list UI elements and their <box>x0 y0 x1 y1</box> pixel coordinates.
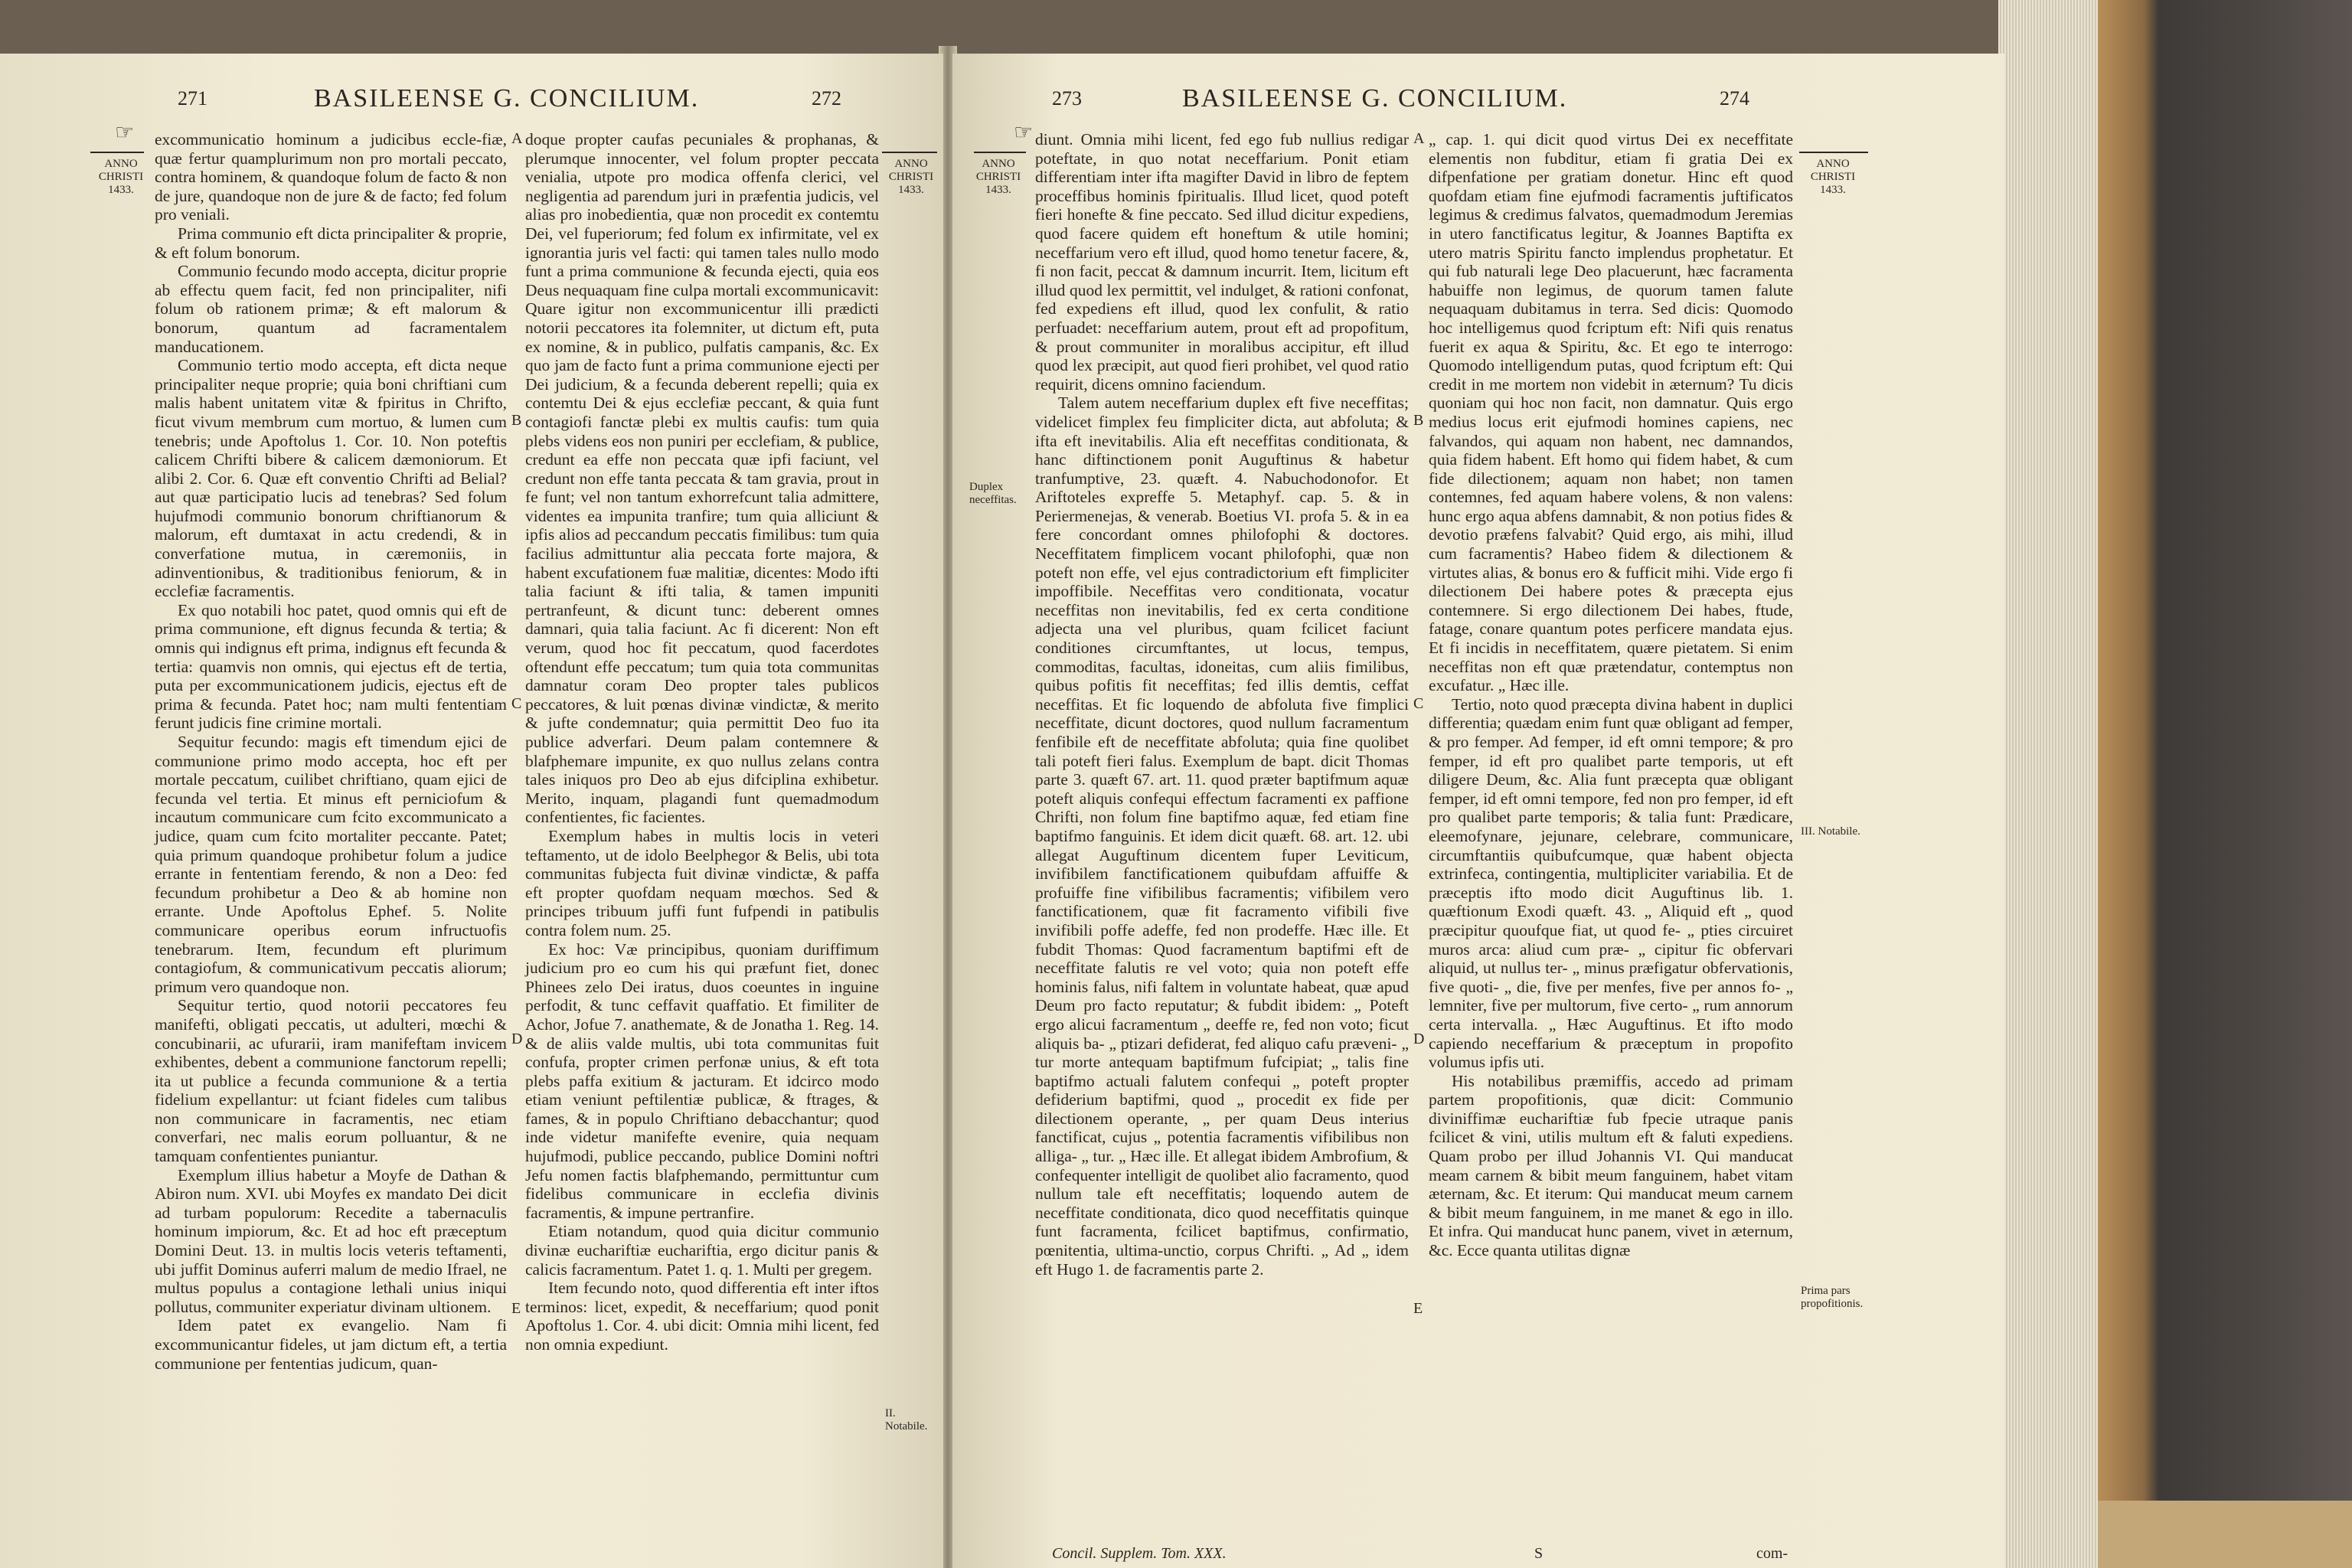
column-letter-c: C <box>511 695 522 712</box>
text-column-1: excommunicatio hominum a judicibus eccle-fiæ, quæ fertur quamplurimum non pro mortali peccato, contra hominem, & quandoque folum de facto & non de jure, quandoque non de jure & de facto; fed folum pro veniali. Prima communio eft dicta principaliter & proprie, & eft folum bonorum. Communio fecundo modo accepta, dicitur proprie ab effectu quem facit, fed non principaliter, nifi folum ob rationem primæ; & eft malorum & bonorum, quantum ad facramentalem manducationem. Communio tertio modo accepta, eft dicta neque principaliter neque proprie; quia boni chriftiani cum malis habent unitatem vitæ & fpiritus in Chrifto, ficut vivum membrum cum mortuo, & lumen cum tenebris; unde Apoftolus 1. Cor. 10. Non poteftis calicem Chrifti bibere & calicem dæmoniorum. Et alibi 2. Cor. 6. Quæ eft conventio Chrifti ad Belial? aut quæ participatio lucis ad tenebras? Sed folum hujufmodi communio bonorum chriftianorum & malorum, eft dumtaxat in actu credendi, & in converfatione mutua, in cæremoniis, in adinventionibus, & traditionibus feniorum, & in ecclefiæ facramentis. Ex quo notabili hoc patet, quod omnis qui eft de prima communione, eft dignus fecunda & tertia; & omnis qui indignus eft prima, indignus eft fecunda & tertia: quamvis non omnis, qui ejectus eft de tertia, puta per excommunicationem judicis, ejectus eft de prima & fecunda. Patet hoc; nam multi fententiam ferunt judicis fine crimine mortali. Sequitur fecundo: magis eft timendum ejici de communione primo modo accepta, hoc eft per mortale peccatum, cuilibet chriftiano, quam ejici de fecunda vel tertia. Et minus eft perniciofum & incautum communicare cum fcito excommunicato a judice, quam cum fcito mortaliter peccante. Patet; quia primum quandoque prohibetur folum a judice errante in fententiam ferendo, & non a Deo: fed fecundum prohibetur a Deo & ab homine non errante. Unde Apoftolus Ephef. 5. Nolite communicare operibus eorum infructuofis tenebrarum. Item, fecundum eft plurimum contagiofum, & communicativum peccatis aliorum; primum vero quandoque non. Sequitur tertio, quod notorii peccatores feu manifefti, obligati peccatis, ut adulteri, mœchi & concubinarii, ac ufurarii, iram manifeftam invicem exhibentes, debent a communione fanctorum repelli; ita ut publice a fecunda communione & a tertia fidelium expellantur: ut fciant fideles cum talibus non communicare in facramentis, nec etiam converfari, nec malis eorum polluantur, & ne tamquam confentientes puniantur. Exemplum illius habetur a Moyfe de Dathan & Abiron num. XVI. ubi Moyfes ex mandato Dei dicit ad turbam populorum: Recedite a tabernaculis hominum impiorum, &c. Et ad hoc eft præceptum Domini Deut. 13. in multis locis veteris teftamenti, ubi juffit Dominus auferri malum de medio Ifrael, ne multus populus a contagione lethali unius iniqui pollutus, communiter experiatur divinam ultionem. Idem patet ex evangelio. Nam fi excommunicantur fideles, ut jam dictum eft, a tertia communione per fententias judicum, quan- <box>155 130 507 1373</box>
column-letter-e: E <box>1413 1300 1423 1317</box>
text-column-1: diunt. Omnia mihi licent, fed ego fub nullius redigar poteftate, in quo notat neceffarium. Ponit etiam differentiam inter ifta magifter David in libro de feptem proceffibus hominis fpiritualis. Illud licet, quod poteft fieri honefte & fine peccato. Sed illud dicitur expediens, quod facere quidem eft honeftum & utile homini; neceffarium vero eft illud, quod homo tenetur facere, &, fi non facit, peccat & damnum incurrit. Item, licitum eft illud quod lex permittit, vel indulget, & rationi confonat, fed expediens eft illud, quod lex confulit, & ratio perfuadet: neceffarium autem, prout eft ad propofitum, & prout communiter in moralibus accipitur, eft illud quod lex præcipit, aut quod fieri prohibet, vel quod ratio requirit, dicens omnino faciendum. Talem autem neceffarium duplex eft five neceffitas; videlicet fimplex feu fimpliciter dicta, aut abfoluta; & ifta eft inevitabilis. Alia eft neceffitas conditionata, & hanc diftinctionem ponit Auguftinus & habetur tranfumptive, 23. quæft. 4. Nabuchodonofor. Et Ariftoteles expreffe 5. Metaphyf. cap. 5. & in Periermenejas, & venerab. Boetius VI. profa 5. & in ea fere concordant omnes philofophi & doctores. Neceffitatem fimplicem vocant philofophi, quæ non poteft non effe, vel ejus contradictorium eft fimpliciter impoffibile. Neceffitas vero conditionata, vocatur neceffitas non inevitabilis, fed ex certa conditione adjecta una vel pluribus, quam fcilicet faciunt conditiones circumftantes, ut locus, tempus, commoditas, facultas, idoneitas, cum aliis fimilibus, quibus pofitis fit neceffitas; fed illis demtis, ceffat neceffitas. Et fic loquendo de abfoluta five fimplici neceffitate, dicunt doctores, quod nullum facramentum fenfibile eft de neceffitate abfoluta; quia fine quolibet tali poteft fieri falus. Exemplum de bapt. dicit Thomas parte 3. quæft 67. art. 11. quod præter baptifmum aquæ poteft aliquis confequi effectum facramenti ex paffione Chrifti, non folum fine baptifmo aquæ, fed etiam fine baptifmo fanguinis. Et idem dicit quæft. 68. art. 12. ubi allegat Auguftinum dicentem fuper Leviticum, invifibilem fanctificationem quibufdam affuiffe & profuiffe fine vifibilibus facramentis; vifibilem vero fanctificationem, quæ fit facramento vifibili five invifibili poffe adeffe, fed non prodeffe. Hæc ille. Et fubdit Thomas: Quod facramentum baptifmi eft de neceffitate falutis re vel voto; quia non poteft effe hominis falus, nifi faltem in voluntate habeat, quæ apud Deum pro facto reputatur; & fubdit ibidem: „ Poteft ergo alicui facramentum „ deeffe re, fed non voto; ficut aliquis ba- „ ptizari defiderat, fed aliquo cafu præveni- „ tur morte antequam baptifmum fufcipiat; „ talis fine baptifmo actuali falutem confequi „ poteft propter defiderium baptifmi, quod „ procedit ex fide per dilectionem operante, „ per quam Deus interius fanctificat, cujus „ potentia facramentis vifibilibus non alliga- „ tur. „ Hæc ille. Et allegat ibidem Ambrofium, & confequenter intelligit de quolibet alio facramento, quod nullum tale eft neceffitatis; loquendo autem de neceffitate conditionata, dico quod neceffitatis quinque funt facramenta, fcilicet baptifmus, confirmatio, pœnitentia, ultima-unctio, corpus Chrifti. „ Ad „ idem eft Hugo 1. de facramentis parte 2. <box>1035 130 1409 1279</box>
column-letter-b: B <box>511 412 522 429</box>
page-edges <box>1998 0 2098 1568</box>
text-column-2: „ cap. 1. qui dicit quod virtus Dei ex neceffitate elementis non fubditur, etiam fi gratia Dei ex difpenfatione per gratiam donetur. Hinc eft quod quofdam etiam fine ejufmodi facramentis juftificatos legimus & credimus falvatos, quemadmodum Jeremias in utero fanctificatus legitur, & Joannes Baptifta ex utero matris Spiritu fancto implendus prophetatur. Et qui fub naturali lege Deo placuerunt, hæc facramenta habuiffe non legimus, de quorum tamen falute nequaquam dubitamus in terra. Sed dicis: Quomodo hoc intelligemus quod fcriptum eft: Nifi quis renatus fuerit ex aqua & Spiritu, &c. Et ego te interrogo: Quomodo intelligendum putas, quod fcriptum eft: Qui credit in me mortem non videbit in æternum? Tu dicis quoniam qui hoc non facit, non damnatur. Quis ergo medius locus erit ejufmodi homines capiens, nec falvandos, qui aquam non habent, nec damnandos, quia fidem habent. Eft homo qui fidem habet, & cum fide dilectionem; aquam non habet; non tamen contemnes, fed aquam habere volens, & non valens: hunc ergo aqua abfens damnabit, & non potius fides & devotio præfens falvabit? Quid ergo, ais mihi, illud cum facramentis? Habeo fidem & dilectionem & virtutes alias, & bonus ero & fufficit mihi. Vide ergo fi dilectionem Dei habere potes & præcepta ejus contemnere. Si ergo dilectionem Dei habes, ftude, fatage, conare quantum potes perficere mandata ejus. Et fi incidis in neceffitatem, quære pietatem. Si enim neceffitas non eft quæ prætendatur, contemptus non excufatur. „ Hæc ille. Tertio, noto quod præcepta divina habent in duplici differentia; quædam enim funt quæ obligant ad femper, & pro femper. Ad femper, id eft omni tempore; & pro femper, id eft pro qualibet parte temporis, ut eft diligere Deum, &c. Alia funt præcepta quæ obligant femper, id eft omni tempore, fed non pro femper, id eft pro qualibet parte temporis; & talia funt: Prædicare, eleemofynare, jejunare, celebrare, communicare, circumftantiis quibufcumque, quæ habent objecta extrinfeca, contingentia, multipliciter variabilia. Et de præceptis ifto modo dicit Auguftinus lib. 1. quæftionum Exodi quæft. 43. „ Aliquid eft „ quod præcipitur quoufque fiat, ut quod fe- „ pties circuiret muros arca: aliud cum præ- „ cipitur fic obfervari aliquid, ut nullus ter- „ minus præfigatur obfervationis, five quoti- „ die, five per menfes, five per annos fo- „ lemniter, five per multorum, five certo- „ rum annorum certa intervalla. „ Hæc Auguftinus. Et ifto modo capiendo neceffarium & præceptum in propofito volumus ipfis uti. His notabilibus præmiffis, accedo ad primam partem propofitionis, quæ dicit: Communio diviniffimæ euchariftiæ fub fpecie utraque panis fcilicet & vini, utilis multum eft & faluti expediens. Quam probo per illud Johannis VI. Qui manducat meam carnem & bibit meum fanguinem, habet vitam æternam, &c. Et iterum: Qui manducat meum carnem & bibit meum fanguinem, in me manet & ego in illo. Et infra. Qui manducat hunc panem, vivet in æternum, &c. Ecce quanta utilitas dignæ <box>1429 130 1793 1260</box>
column-letter-a: A <box>1413 130 1425 147</box>
running-head: BASILEENSE G. CONCILIUM. <box>314 84 700 113</box>
left-page <box>0 54 943 1568</box>
book-cover <box>2098 0 2352 1568</box>
margin-year-right: ANNO CHRISTI 1433. <box>1810 158 1856 196</box>
pointing-hand-icon: ☞ <box>115 121 135 145</box>
column-letter-b: B <box>1413 412 1424 429</box>
margin-note-prima-pars: Prima pars propofitionis. <box>1801 1285 1864 1310</box>
page-number-right: 272 <box>812 87 841 109</box>
signature-mark: S <box>1534 1545 1544 1562</box>
margin-note-notabile: II. Notabile. <box>885 1407 928 1432</box>
margin-rule <box>90 152 144 153</box>
column-letter-a: A <box>511 130 523 147</box>
margin-rule <box>974 152 1026 153</box>
margin-year-right: ANNO CHRISTI 1433. <box>888 158 934 196</box>
page-number-left: 273 <box>1052 87 1082 109</box>
footer-source: Concil. Supplem. Tom. XXX. <box>1052 1545 1227 1562</box>
page-number-right: 274 <box>1720 87 1749 109</box>
column-letter-d: D <box>1413 1031 1425 1047</box>
margin-rule-right <box>1799 152 1868 153</box>
running-head: BASILEENSE G. CONCILIUM. <box>1182 84 1568 113</box>
margin-note-notabile: III. Notabile. <box>1801 825 1860 838</box>
margin-rule-right <box>882 152 937 153</box>
column-letter-c: C <box>1413 695 1424 712</box>
text-column-2: doque propter caufas pecuniales & prophanas, & plerumque innocenter, vel folum propter peccata venialia, utpote pro modica offenfa clerici, vel negligentia ad parendum juri in præfentia judicis, vel alias pro inobedientia, quæ non procedit ex contemtu Dei, vel fuperiorum; fed folum ex infirmitate, vel ex ignorantia juris vel facti: qui tamen tales nullo modo funt a prima communione & fecunda ejecti, quia eos Deus nequaquam fine culpa mortali excommunicavit: Quare igitur non excommunicentur illi prædicti notorii peccatores ita folemniter, ut dictum eft, puta ex nomine, & in publico, pulfatis campanis, &c. Ex quo jam de facto funt a prima communione ejecti per Dei judicium, & a fecunda deberent repelli; quia ex contemtu Dei & ejus ecclefiæ peccant, & quia funt contagiofi fanctæ plebi ex multis caufis: tum quia plebs videns eos non puniri per ecclefiam, & publice, credunt ea effe non peccata quæ ipfi faciunt, vel credunt non effe tanta peccata & tam gravia, prout in fe funt; vel non tantum exhorrefcunt talia admittere, videntes ea impunita tranfire; tum quia alliciunt & ipfis alios ad peccandum peccatis fimilibus: tum quia facilius admittuntur alia peccata forte majora, & habent excufationem fuæ malitiæ, dicentes: Modo ifti talia faciunt & ifti talia, & tamen impuniti pertranfeunt, & dicunt tunc: deberent omnes damnari, quia talia faciunt. Ac fi dicerent: Non eft verum, quod hoc fit peccatum, quod facerdotes oftendunt effe peccatum; tum quia tota communitas damnatur coram Deo propter tales publicos peccatores, & luit pœnas divinæ vindictæ, & merito & jufte condemnatur; quia permittit Deo fuo ita publice adverfari. Deum palam contemnere & blafphemare impunite, ex quo nullus zelans contra tales iniquos pro Deo ab ejus difciplina exhibetur. Merito, inquam, plagandi funt quemadmodum confentientes, fic facientes. Exemplum habes in multis locis in veteri teftamento, ut de idolo Beelphegor & Belis, ubi tota communitas fubjecta fuit divinæ vindictæ, & paffa eft propter quofdam nequam mœchos. Sed & principes tribuum juffi funt fufpendi in patibulis contra folem num. 25. Ex hoc: Væ principibus, quoniam duriffimum judicium pro eo cum his qui præfunt fiet, donec Phinees zelo Dei iratus, duos coeuntes in inguine perfodit, & tunc ceffavit quaffatio. Et fimiliter de Achor, Jofue 7. anathemate, & de Jonatha 1. Reg. 14. & de aliis valde multis, ubi tota communitas fuit confufa, propter crimen perfonæ unius, & eft tota plebs paffa exitium & jacturam. Et idcirco modo etiam veniunt peftilentiæ publicæ, & ftrages, & fames, & in populo Chriftiano debacchantur; quod inde videtur manifefte evenire, quia nequam hujufmodi, publice peccando, publice Domini noftri Jefu nomen factis blafphemando, permittuntur cum fidelibus communicare in ecclefia divinis facramentis, & impune pertranfire. Etiam notandum, quod quia dicitur communio divinæ euchariftiæ euchariftia, ergo dicitur panis & calicis facramentum. Patet 1. q. 1. Multi per gregem. Item fecundo noto, quod differentia eft inter iftos terminos: licet, expedit, & neceffarium; quod ponit Apoftolus 1. Cor. 4. ubi dicit: Omnia mihi licent, fed non omnia expediunt. <box>525 130 879 1354</box>
column-letter-e: E <box>511 1300 521 1317</box>
margin-note-duplex: Duplex neceffitas. <box>969 481 1017 506</box>
catchword: com- <box>1756 1545 1788 1562</box>
page-number-left: 271 <box>178 87 207 109</box>
pointing-hand-icon: ☞ <box>1014 121 1034 145</box>
book-cover-band <box>2098 1501 2352 1568</box>
right-page <box>952 54 2004 1568</box>
column-letter-d: D <box>511 1031 523 1047</box>
margin-year: ANNO CHRISTI 1433. <box>98 158 144 196</box>
margin-year: ANNO CHRISTI 1433. <box>975 158 1021 196</box>
